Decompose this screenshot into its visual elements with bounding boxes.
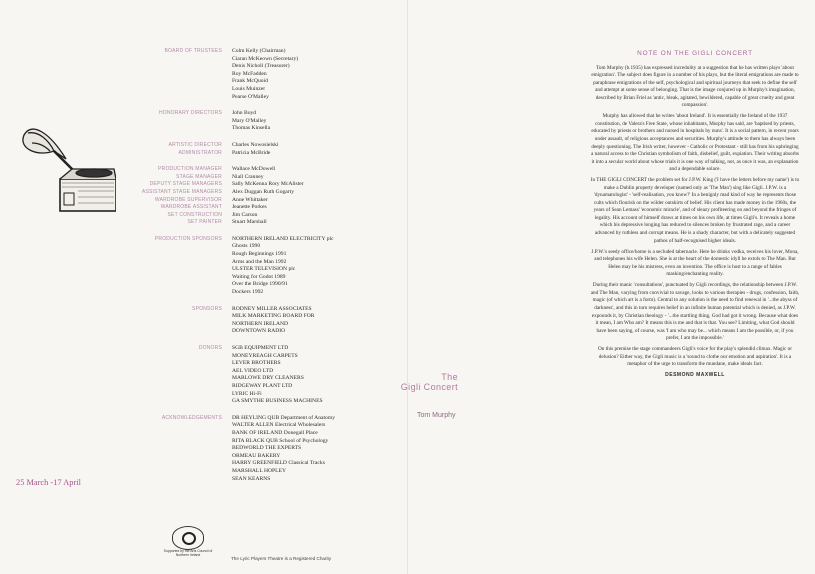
credits-values — [232, 306, 405, 336]
credit-name: DR HEYLING QUB Department of Anatomy — [232, 414, 336, 421]
arts-council-logo — [172, 526, 204, 550]
credits-section — [125, 236, 405, 297]
note-column — [590, 50, 800, 380]
credit-role: ASSISTANT STAGE MANAGERS — [141, 188, 222, 195]
credits-values — [232, 166, 405, 227]
credit-name: Mary O'Malley — [232, 117, 267, 124]
credits-list — [125, 48, 405, 492]
credits-values — [232, 48, 405, 101]
note-paragraph: Tom Murphy (b.1935) has expressed incredulity at a suggestion that he has written plays 'about emigration'. The subject does figure in a number of his plays, but the literal emigrations are made to paraphrase emigrations of the self, psychological and spiritual journeys that seek to define the self and attempt at some sense of belonging. That is the image conjured up in Murphy's imagination, described by Brian Friel as 'antic, bleak, agitated, bewildered, capable of great cruelty and great compassion'. — [591, 64, 799, 109]
credit-name: Waiting for Godot 1989 — [232, 273, 286, 280]
credit-name: Thomas Kinsella — [232, 125, 271, 132]
credit-name: Ghosts 1990 — [232, 243, 261, 250]
credit-name: Anne Whittaker — [232, 196, 268, 203]
credit-name: Charles Nowosielski — [232, 141, 279, 148]
credit-name: Over the Bridge 1990/91 — [232, 281, 288, 288]
credit-role: ARTISTIC DIRECTOR — [168, 141, 222, 148]
credit-name: WALTER ALLEN Electrical Wholesalers — [232, 422, 326, 429]
credit-name: Jim Carson — [232, 211, 258, 218]
credit-name: Frank McQuoid — [232, 78, 268, 85]
note-paragraph: On this premise the stage commandeers Gigli's voice for the play's splendid climax. Magic or delusion? Either way, the Gigli music is a 'sound to clothe our emotion and aspiration'. It is a metaphor of the urge to transform the mundane, make ideals fact. — [598, 346, 792, 368]
credit-name: Sally McKenna Rory McAlister — [232, 181, 304, 188]
credit-name: Alex Duggan Ruth Gogarty — [232, 188, 294, 195]
play-title-line-1: The — [441, 372, 458, 382]
credit-name: RIDGEWAY PLANT LTD — [232, 382, 293, 389]
credits-labels — [125, 345, 232, 406]
credit-role: PRODUCTION MANAGER — [158, 166, 222, 173]
note-signature: DESMOND MAXWELL — [665, 372, 725, 379]
credits-section — [125, 142, 405, 157]
run-dates: 25 March -17 April — [16, 478, 81, 487]
page-fold — [407, 0, 408, 574]
credit-name: RITA BLACK QUB School of Psychology — [232, 437, 329, 444]
credit-name: NORTHERN IRELAND — [232, 320, 289, 327]
credits-labels — [125, 48, 232, 101]
credit-name: Colm Kelly (Chairman) — [232, 48, 286, 54]
credit-name: Roy McFadden — [232, 70, 267, 77]
charity-notice: The Lyric Players Theatre is a Registered Charity — [231, 556, 332, 561]
credit-name: Dockers 1992 — [232, 289, 264, 296]
credit-role: BOARD OF TRUSTEES — [164, 48, 222, 54]
credit-name: MARSHALL HOPLEY — [232, 467, 287, 474]
gramophone-illustration — [20, 113, 116, 213]
credit-name: GA SMYTHE BUSINESS MACHINES — [232, 398, 323, 405]
credit-name: RODNEY MILLER ASSOCIATES — [232, 305, 312, 312]
credits-labels — [125, 415, 232, 483]
credits-values — [232, 415, 405, 483]
credit-name: ORMEAU BAKERY — [232, 452, 281, 459]
credits-values — [232, 142, 405, 157]
credit-name: BANK OF IRELAND Donegall Place — [232, 429, 318, 436]
credits-labels — [125, 236, 232, 297]
credit-name: DOWNTOWN RADIO — [232, 328, 286, 335]
note-heading: NOTE ON THE GIGLI CONCERT — [637, 50, 753, 57]
credit-role: PRODUCTION SPONSORS — [154, 235, 222, 242]
credit-name: Niall Cranney — [232, 173, 264, 180]
credits-section — [125, 345, 405, 406]
credits-values — [232, 236, 405, 297]
note-paragraph: J.P.W.'s seedy office/home is a secluded tabernacle. Here he drinks vodka, receives his lover, Mona, and telephones his wife Helen. She is at the heart of the domestic idyll he extols to The Man. But Helen may be his mistress, even an invention. The office is host to a range of fables masking/enchanting reality. — [591, 248, 799, 278]
credit-name: Stuart Marshall — [232, 219, 267, 226]
credits-section — [125, 166, 405, 227]
credits-labels — [125, 110, 232, 133]
credits-labels — [125, 306, 232, 336]
credit-role: DONORS — [198, 345, 222, 351]
author-name: Tom Murphy — [417, 412, 456, 419]
credit-role: SPONSORS — [192, 305, 222, 312]
note-paragraph: Murphy has allowed that he writes 'about Ireland'. It is essentially the Ireland of the 1937 constitution, de Valera's Free State, whose inhabitants, Murphy has said, are 'baptised by priests, educated by priests or brothers and nursed in hospitals by nuns'. It is a social pattern, in recent years under assault, of religious acceptances and securities. Murphy's attitude to them has always been deeply questioning. The Irish writer, however - Catholic or Protestant - still has from his upbringing a natural access to the Christian symbolism of faith, disbelief, guilt, expiation. Their writing absorbs it into a secular world about whose trials it is one way of talking, not, as once it was, an explanation and a dependable solace. — [591, 113, 799, 173]
credit-name: Denis Nicholl (Treasurer) — [232, 63, 290, 70]
credit-name: Jeanette Porkes — [232, 204, 267, 211]
credit-role: DEPUTY STAGE MANAGERS — [149, 181, 222, 188]
credit-name: SGB EQUIPMENT LTD — [232, 345, 289, 351]
credit-name: Pearse O'Malley — [232, 93, 269, 100]
credits-labels — [125, 166, 232, 227]
credit-name: MONEYREAGH CARPETS — [232, 352, 298, 359]
credit-role: STAGE MANAGER — [176, 173, 222, 180]
credit-name: BEDWORLD THE EXPERTS — [232, 445, 302, 452]
credits-values — [232, 110, 405, 133]
logo-caption: Supported by the Arts Council of Northern Ireland — [163, 549, 213, 558]
credit-name: Louis Muinzer — [232, 85, 266, 92]
credit-name: MILK MARKETING BOARD FOR — [232, 313, 315, 320]
credits-section — [125, 110, 405, 133]
credit-name: Ciaran McKeown (Secretary) — [232, 55, 299, 62]
credit-role: SET CONSTRUCTION — [167, 211, 222, 218]
credits-section — [125, 48, 405, 101]
credit-role: ADMINISTRATOR — [178, 149, 222, 156]
credit-role: ACKNOWLEDGEMENTS — [161, 414, 222, 421]
credits-labels — [125, 142, 232, 157]
credit-role: SET PAINTER — [187, 219, 222, 226]
credit-name: LYRIC Hi-Fi — [232, 390, 262, 397]
note-body — [590, 65, 800, 369]
credit-name: LEVER BROTHERS — [232, 360, 281, 367]
play-title-line-2: Gigli Concert — [400, 382, 458, 392]
credit-name: NORTHERN IRELAND ELECTRICITY plc — [232, 235, 334, 242]
credit-role: WARDROBE SUPERVISOR — [154, 196, 222, 203]
credit-role: HONORARY DIRECTORS — [158, 110, 222, 117]
credit-name: MARLOWE DRY CLEANERS — [232, 375, 304, 382]
credit-name: Rough Beginnings 1991 — [232, 251, 287, 258]
note-paragraph: During their manic 'consultations', punctuated by Gigli recordings, the relationship between J.P.W. and The Man, varying from convivial to savage, looks to various therapies - drugs, confession, faith, magic (of which art is a form). Central to any solution is the need to find renewal in '...the abyss of darkness', and this in turn requires belief in an infinite human potential which is denied, as J.P.W. expounds it, by Christian theology - '...the startling thing, God had got it wrong. Because what does it mean, I am Who am? It means this is me and that is that. You see? Limiting, what God should have been saying, of course, was 'I am who may be... which means I am the possible, or, if you prefer, I am the impossible.' — [590, 282, 800, 342]
credits-section — [125, 415, 405, 483]
credit-role: WARDROBE ASSISTANT — [160, 204, 222, 211]
credit-name: AEL VIDEO LTD — [232, 367, 274, 374]
credit-name: Arms and the Man 1992 — [232, 258, 287, 265]
credit-name: SEAN KEARNS — [232, 475, 271, 482]
credit-name: Patricia McBride — [232, 149, 271, 156]
note-paragraph: In THE GIGLI CONCERT the problem set for J.P.W. King ('I have the letters before my name') is to make a Dublin property developer (named only as 'The Man') sing like Gigli. J.P.W. is a 'dynamatologist' - 'self-realisation, you know?' In a benignly mad kind of way he represents those cults which flourish on the wilder outskirts of belief. His client has made money in the 1960s, the years of Sean Lemass' 'economic miracle', and of sleazy profiteering on and beyond the fringes of legality. His account of himself draws at times on his own life, at times Gigli's. It reveals a home which his depressive longing has reduced to silences broken by frustrated rage, and a career advanced by ruthless and corrupt means. He is a shady character, but with a delicately suggested pathos of half-recognised higher ideals. — [590, 177, 800, 244]
credits-section — [125, 306, 405, 336]
credit-name: ULSTER TELEVISION plc — [232, 266, 296, 273]
credit-name: Wallace McDowell — [232, 166, 276, 173]
play-title — [378, 372, 458, 392]
credit-name: John Boyd — [232, 110, 257, 117]
credit-name: HARRY GREENFIELD Classical Tracks — [232, 460, 325, 467]
